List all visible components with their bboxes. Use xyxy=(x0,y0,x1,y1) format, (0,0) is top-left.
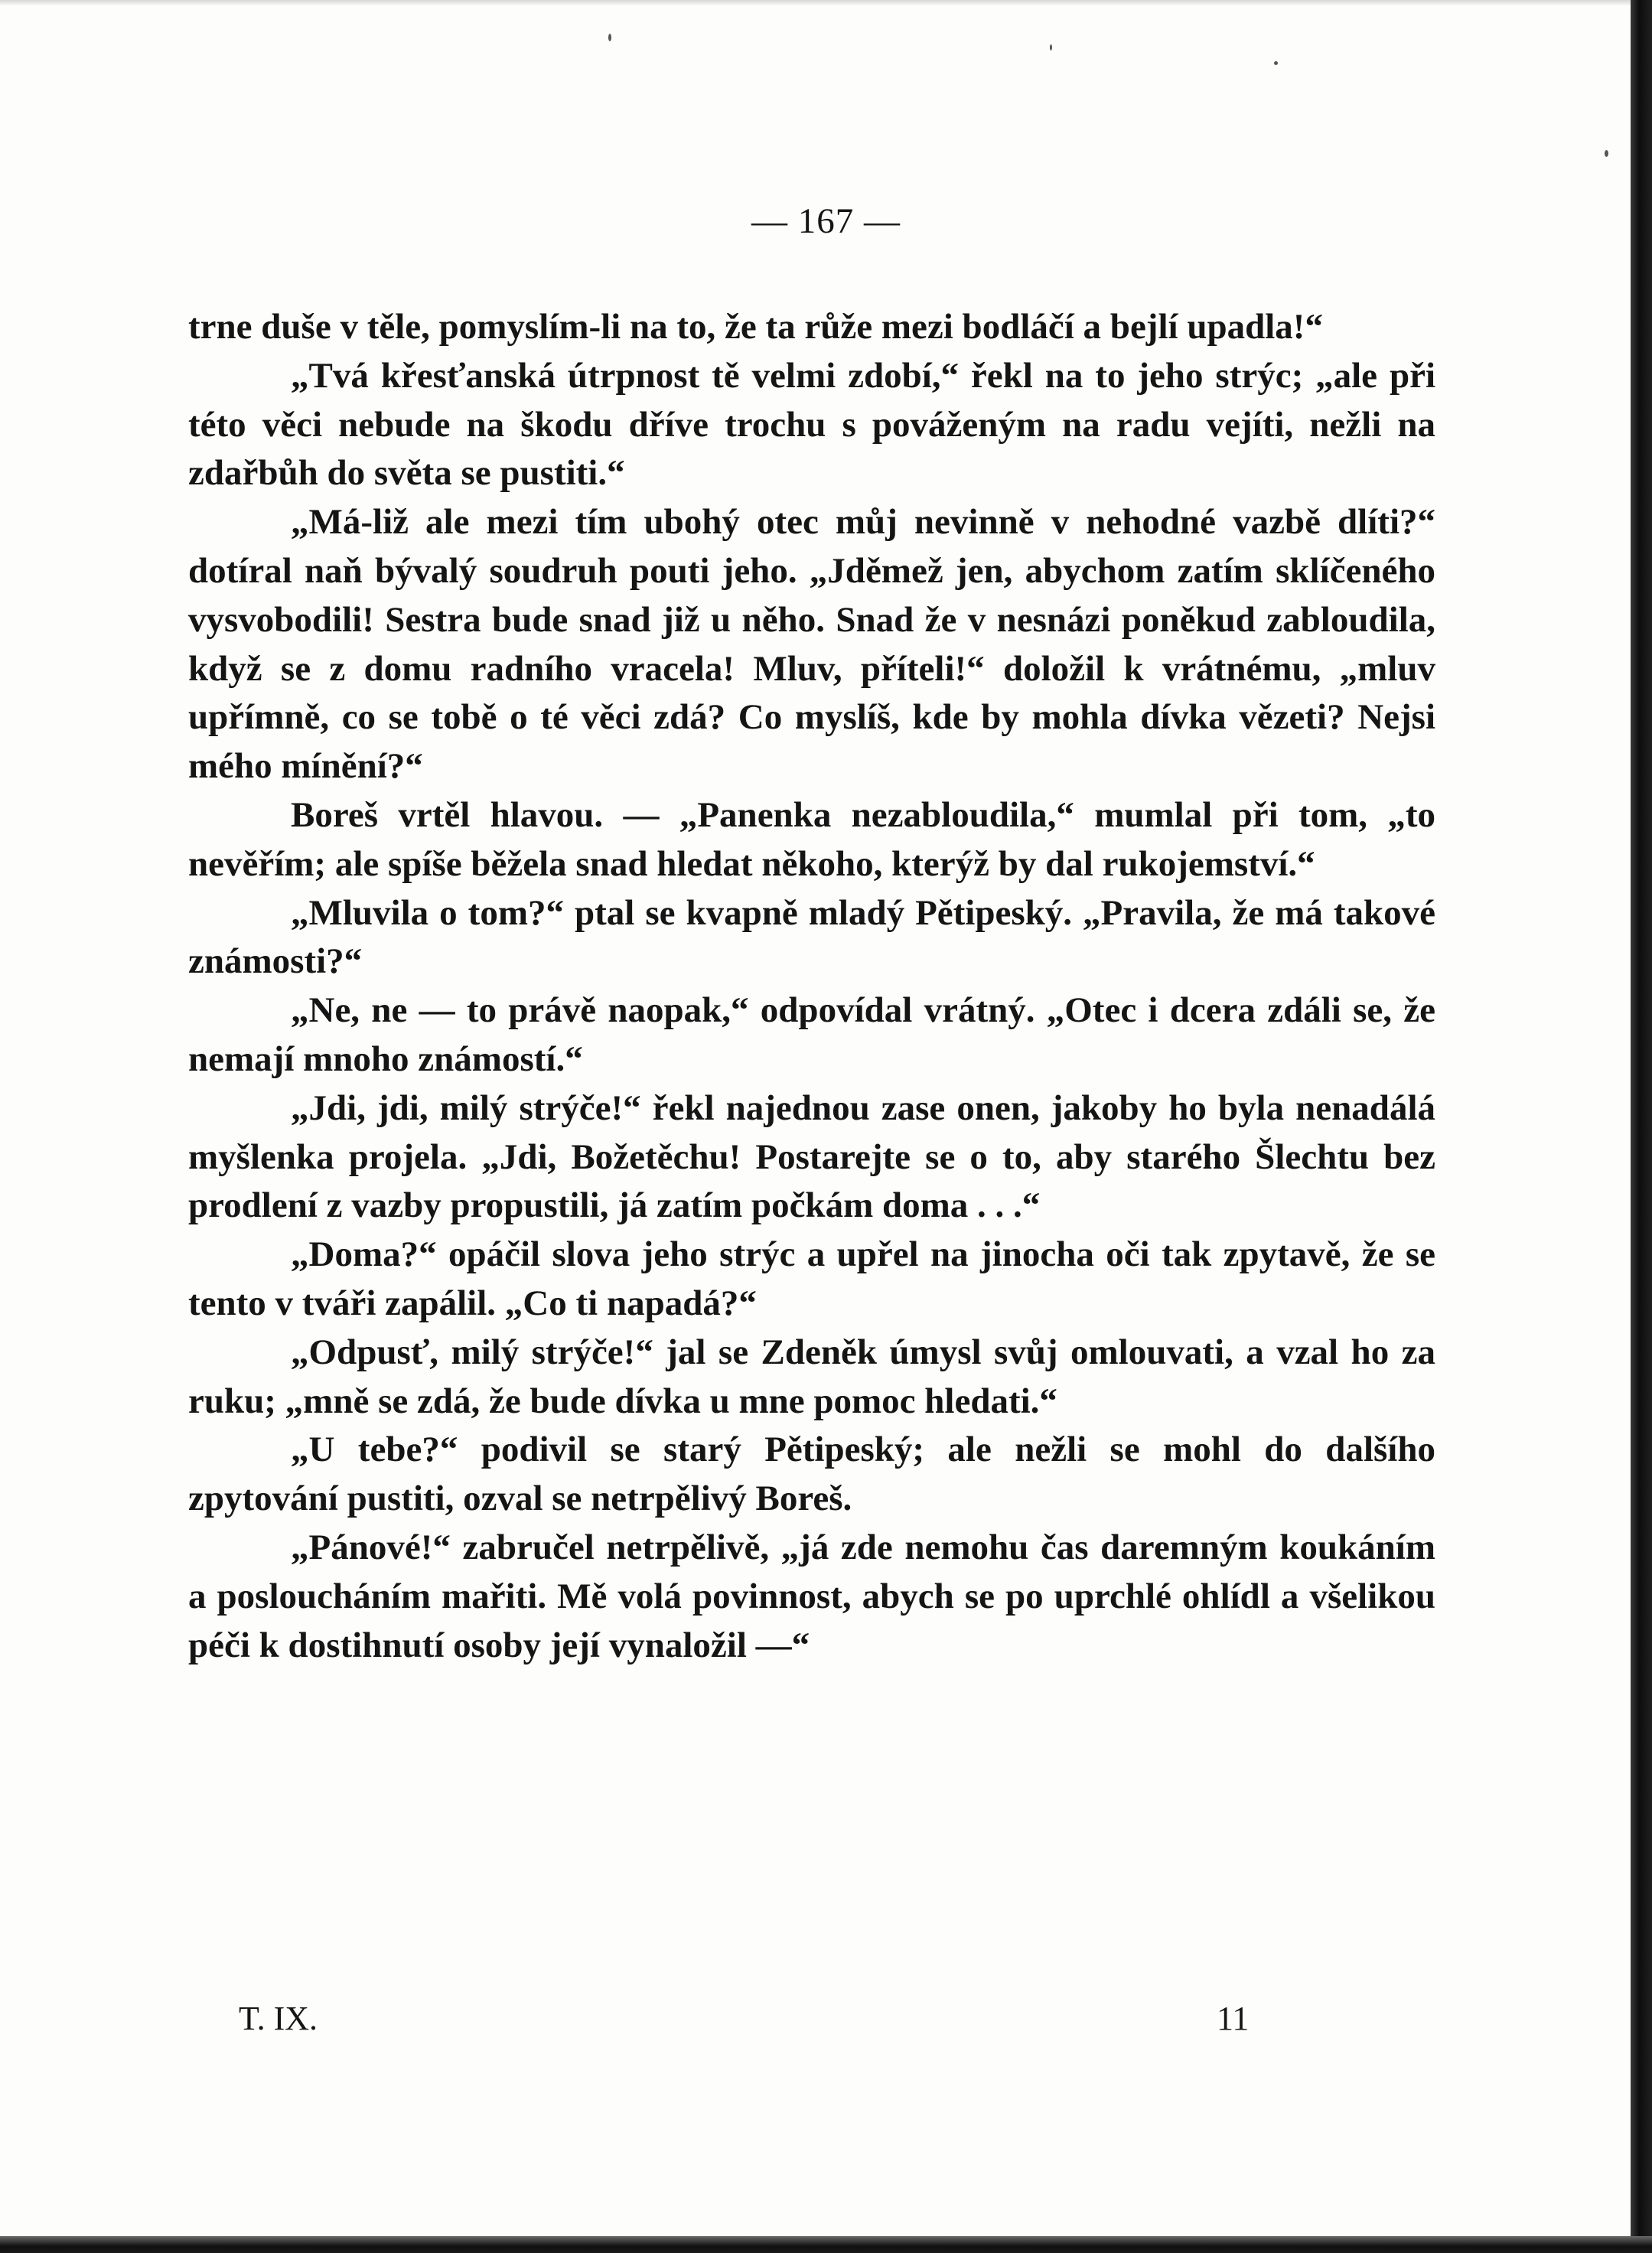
scan-speck xyxy=(1274,61,1278,65)
scan-speck xyxy=(608,34,611,41)
paragraph: „Jdi, jdi, milý strýče!“ řekl najednou zase onen, jakoby ho byla nenadálá myšlenka projela. „Jdi, Božetěchu! Postarejte se o to, aby starého Šlechtu bez prodlení z vazby propustili, já zatím počkám doma . . .“ xyxy=(188,1087,1435,1226)
scan-edge-top xyxy=(0,0,1652,6)
paragraph: „Doma?“ opáčil slova jeho strýc a upřel na jinocha oči tak zpytavě, že se tento v tváři zapálil. „Co ti napadá?“ xyxy=(188,1234,1435,1323)
sheet-number: 11 xyxy=(1217,2000,1250,2037)
page-number: — 167 — xyxy=(751,201,901,241)
paragraph: „Tvá křesťanská útrpnost tě velmi zdobí,“ řekl na to jeho strýc; „ale při této věci nebude na škodu dříve trochu s pováženým na radu vejíti, nežli na zdařbůh do světa se pustiti.“ xyxy=(188,355,1435,494)
paragraph: „Má-liž ale mezi tím ubohý otec můj nevinně v nehodné vazbě dlíti?“ dotíral naň bývalý soudruh pouti jeho. „Jděmež jen, abychom zatím sklíčeného vysvobodili! Sestra bude snad již u něho. Snad že v nesnázi poněkud zabloudila, když se z domu radního vracela! Mluv, příteli!“ doložil k vrátnému, „mluv upřímně, co se tobě o té věci zdá? Co myslíš, kde by mohla dívka vězeti? Nejsi mého mínění?“ xyxy=(188,502,1435,787)
scan-speck xyxy=(1050,44,1052,51)
scan-edge-right xyxy=(1631,0,1652,2253)
body-text xyxy=(188,303,1435,1670)
paragraph: „Ne, ne — to právě naopak,“ odpovídal vrátný. „Otec i dcera zdáli se, že nemají mnoho známostí.“ xyxy=(188,990,1435,1079)
paragraph: trne duše v těle, pomyslím-li na to, že ta růže mezi bodláčí a bejlí upadla!“ xyxy=(188,307,1323,347)
scan-speck xyxy=(1605,150,1608,157)
paragraph: „Pánové!“ zabručel netrpělivě, „já zde nemohu čas daremným koukáním a posloucháním mařiti. Mě volá povinnost, abych se po uprchlé ohlídl a všelikou péči k dostihnutí osoby její vynaložil —“ xyxy=(188,1527,1435,1665)
page-footer xyxy=(0,1999,1652,2045)
paragraph: „Odpusť, milý strýče!“ jal se Zdeněk úmysl svůj omlouvati, a vzal ho za ruku; „mně se zdá, že bude dívka u mne pomoc hledati.“ xyxy=(188,1332,1435,1421)
paragraph: „U tebe?“ podivil se starý Pětipeský; ale nežli se mohl do dalšího zpytování pustiti, ozval se netrpělivý Boreš. xyxy=(188,1430,1435,1519)
volume-signature: T. IX. xyxy=(239,2000,318,2037)
scan-edge-bottom xyxy=(0,2236,1652,2253)
paragraph: „Mluvila o tom?“ ptal se kvapně mladý Pětipeský. „Pravila, že má takové známosti?“ xyxy=(188,892,1435,982)
paragraph: Boreš vrtěl hlavou. — „Panenka nezabloudila,“ mumlal při tom, „to nevěřím; ale spíše běžela snad hledat někoho, kterýž by dal rukojemství.“ xyxy=(188,794,1435,884)
